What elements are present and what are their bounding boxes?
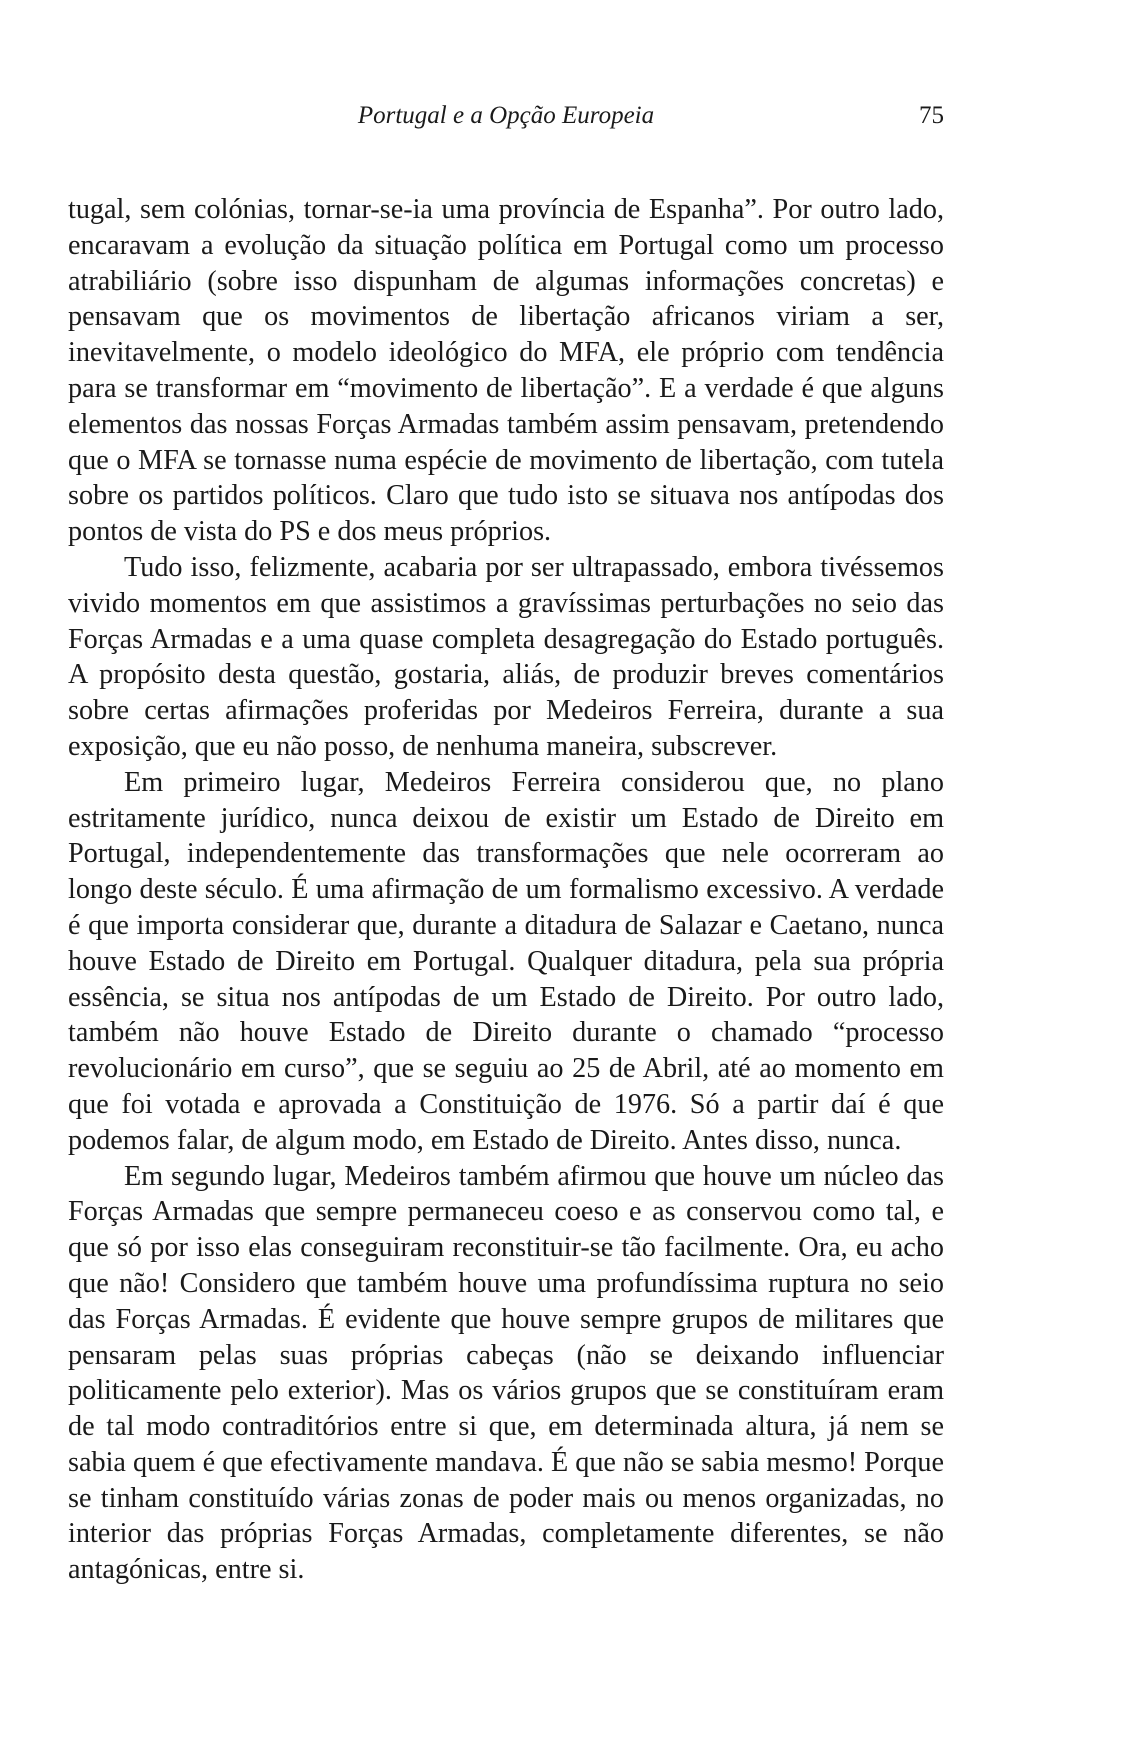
paragraph: Tudo isso, felizmente, acabaria por ser ultrapassado, embora tivéssemos vivido momentos em que assistimos a gravíssimas perturbações no seio das Forças Armadas e a uma quase completa desagregação do Estado português. A propósito desta questão, gostaria, aliás, de produzir breves comentários sobre certas afirmações proferidas por Medeiros Ferreira, durante a sua exposição, que eu não posso, de nenhuma maneira, subscrever. [68,551,944,762]
paragraph-continued: tugal, sem colónias, tornar-se-ia uma província de Espanha”. Por outro lado, encaravam a evolução da situação política em Portugal como um processo atrabiliário (sobre isso dispunham de algumas informações concretas) e pensavam que os movimentos de libertação africanos viriam a ser, inevitavelmente, o modelo ideológico do MFA, ele próprio com tendência para se transformar em “movimento de libertação”. E a verdade é que alguns elementos das nossas Forças Armadas também assim pensavam, pretendendo que o MFA se tornasse numa espécie de movimento de libertação, com tutela sobre os partidos políticos. Claro que tudo isto se situava nos antípodas dos pontos de vista do PS e dos meus próprios. [68,194,944,548]
body-text [68,192,944,1588]
page-number: 75 [919,102,944,129]
page-header [68,96,944,136]
paragraph: Em primeiro lugar, Medeiros Ferreira considerou que, no plano estritamente jurídico, nunca deixou de existir um Estado de Direito em Portugal, independentemente das transformações que nele ocorreram ao longo deste século. É uma afirmação de um formalismo excessivo. A verdade é que importa considerar que, durante a ditadura de Salazar e Caetano, nunca houve Estado de Direito em Portugal. Qualquer ditadura, pela sua própria essência, se situa nos antípodas de um Estado de Direito. Por outro lado, também não houve Estado de Direito durante o chamado “processo revolucionário em curso”, que se seguiu ao 25 de Abril, até ao momento em que foi votada e aprovada a Constituição de 1976. Só a partir daí é que podemos falar, de algum modo, em Estado de Direito. Antes disso, nunca. [68,766,944,1156]
paragraph: Em segundo lugar, Medeiros também afirmou que houve um núcleo das Forças Armadas que sempre permaneceu coeso e as conservou como tal, e que só por isso elas conseguiram reconstituir-se tão facilmente. Ora, eu acho que não! Considero que também houve uma profundíssima ruptura no seio das Forças Armadas. É evidente que houve sempre grupos de militares que pensaram pelas suas próprias cabeças (não se deixando influenciar politicamente pelo exterior). Mas os vários grupos que se constituíram eram de tal modo contraditórios entre si que, em determinada altura, já nem se sabia quem é que efectivamente mandava. É que não se sabia mesmo! Porque se tinham constituído várias zonas de poder mais ou menos organizadas, no interior das próprias Forças Armadas, completamente diferentes, se não antagónicas, entre si. [68,1160,944,1586]
running-title: Portugal e a Opção Europeia [357,102,655,129]
